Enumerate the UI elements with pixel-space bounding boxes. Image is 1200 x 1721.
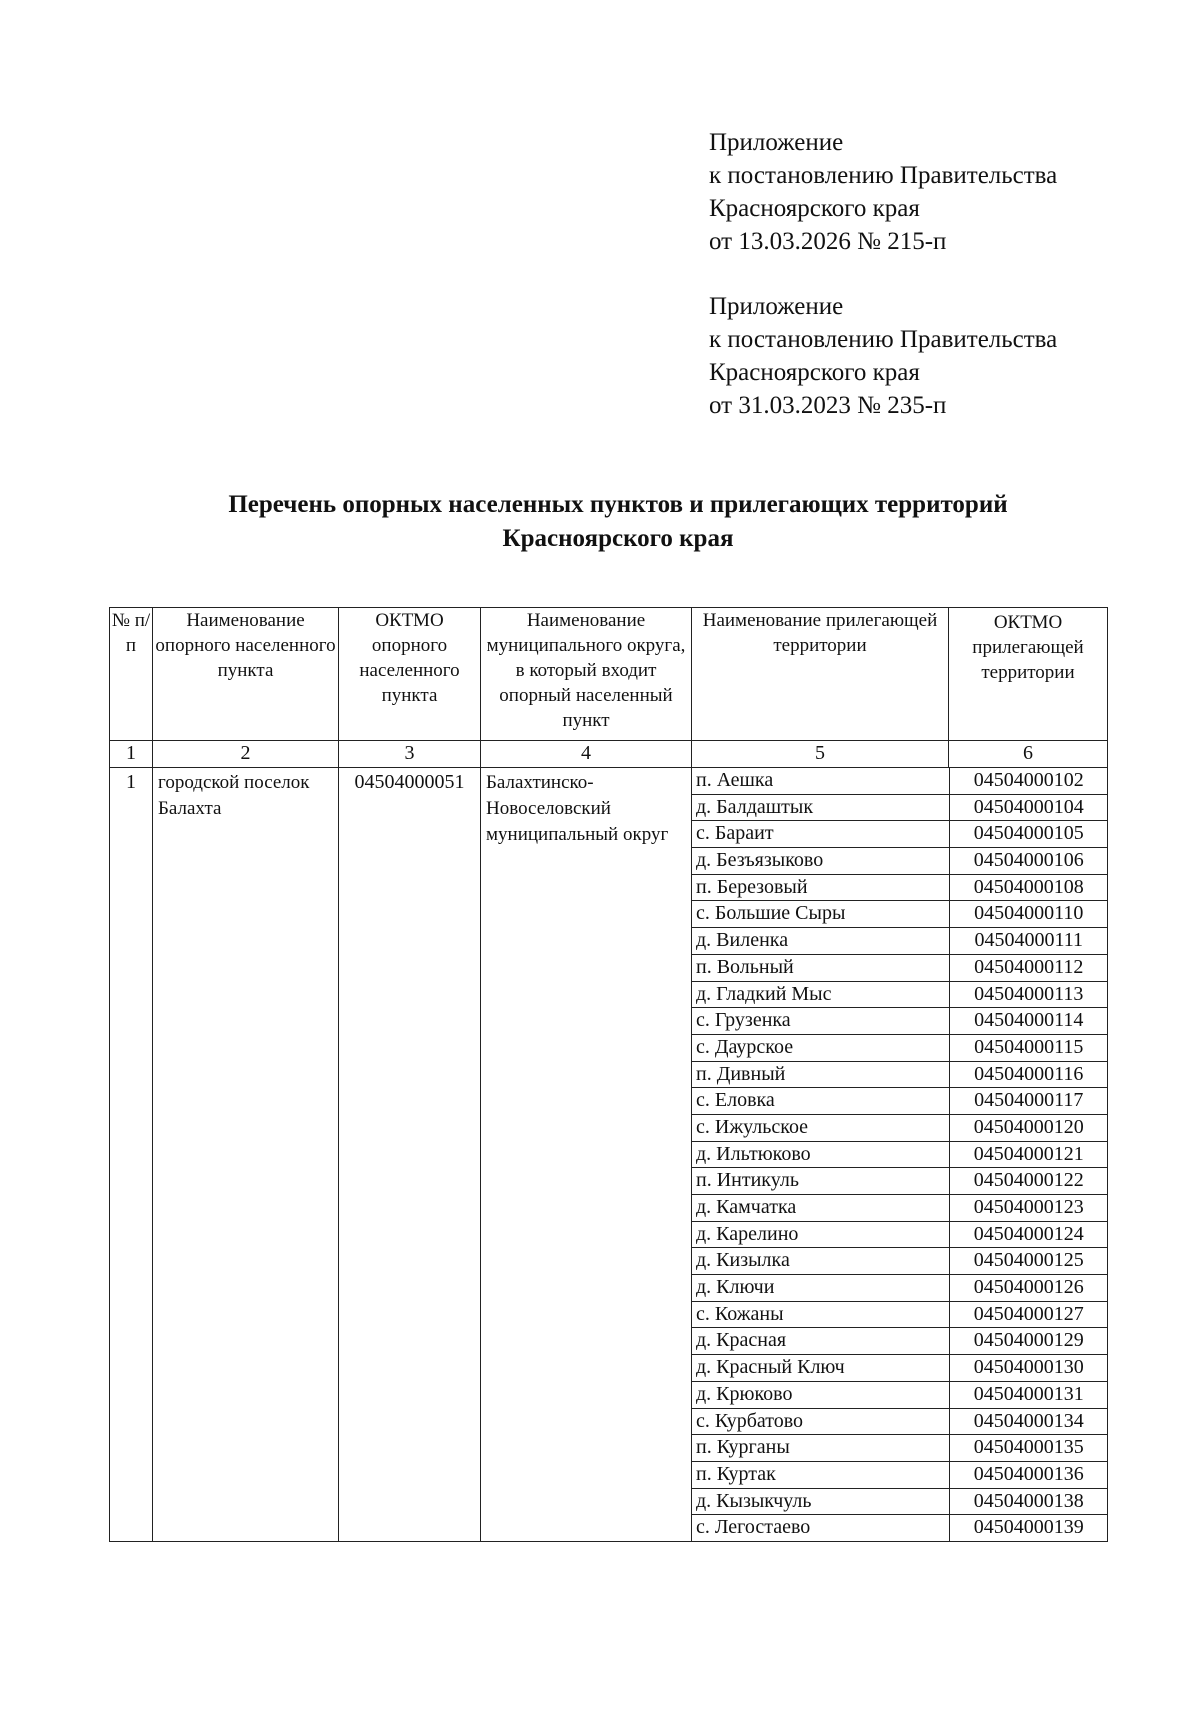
- territory-name: д. Виленка: [692, 928, 949, 955]
- territory-oktmo: 04504000135: [949, 1435, 1108, 1462]
- territory-row: [692, 1301, 1108, 1328]
- territory-row: [692, 1034, 1108, 1061]
- header-territory-oktmo: ОКТМО прилегающей территории: [949, 608, 1108, 741]
- territory-name: д. Камчатка: [692, 1195, 949, 1222]
- header-oktmo: ОКТМО опорного населенного пункта: [339, 608, 481, 741]
- territory-oktmo: 04504000114: [949, 1008, 1108, 1035]
- territory-name: д. Ключи: [692, 1275, 949, 1302]
- territory-oktmo: 04504000120: [949, 1114, 1108, 1141]
- territory-name: п. Аешка: [692, 768, 949, 794]
- document-title: [0, 488, 1200, 556]
- column-number: 6: [949, 741, 1108, 768]
- territory-name: д. Красный Ключ: [692, 1355, 949, 1382]
- district-name: Балахтинско-Новоселовский муниципальный округ: [481, 768, 692, 1542]
- territory-name: с. Грузенка: [692, 1008, 949, 1035]
- territory-row: [692, 1328, 1108, 1355]
- territory-oktmo: 04504000102: [949, 768, 1108, 794]
- territory-oktmo: 04504000138: [949, 1488, 1108, 1515]
- territory-oktmo: 04504000112: [949, 954, 1108, 981]
- territory-row: [692, 1141, 1108, 1168]
- territory-name: с. Большие Сыры: [692, 901, 949, 928]
- territory-name: с. Курбатово: [692, 1408, 949, 1435]
- territory-oktmo: 04504000126: [949, 1275, 1108, 1302]
- territory-name: с. Бараит: [692, 821, 949, 848]
- header-settlement: Наименование опорного населенного пункта: [153, 608, 339, 741]
- territory-oktmo: 04504000108: [949, 874, 1108, 901]
- territory-oktmo: 04504000110: [949, 901, 1108, 928]
- settlement-oktmo: 04504000051: [339, 768, 481, 1542]
- territory-row: [692, 1008, 1108, 1035]
- column-number: 2: [153, 741, 339, 768]
- territory-name: д. Крюково: [692, 1381, 949, 1408]
- territory-row: [692, 1275, 1108, 1302]
- territory-name: с. Ижульское: [692, 1114, 949, 1141]
- territory-row: [692, 1381, 1108, 1408]
- territory-name: с. Даурское: [692, 1034, 949, 1061]
- territory-name: д. Гладкий Мыс: [692, 981, 949, 1008]
- table-header-row: [110, 608, 1108, 741]
- territory-name: п. Березовый: [692, 874, 949, 901]
- territory-row: [692, 1248, 1108, 1275]
- territory-row: [692, 1168, 1108, 1195]
- appendix-line: Красноярского края: [709, 359, 920, 386]
- appendix-line: к постановлению Правительства: [709, 326, 1058, 353]
- territory-row: [692, 901, 1108, 928]
- territory-row: [692, 1515, 1108, 1541]
- appendix-line: Красноярского края: [709, 195, 920, 222]
- territory-name: с. Еловка: [692, 1088, 949, 1115]
- territory-row: [692, 1488, 1108, 1515]
- header-district: Наименование муниципального округа, в который входит опорный населенный пункт: [481, 608, 692, 741]
- territory-row: [692, 1221, 1108, 1248]
- header-territory: Наименование прилегающей территории: [692, 608, 949, 741]
- header-number: № п/п: [110, 608, 153, 741]
- column-number: 5: [692, 741, 949, 768]
- territory-row: [692, 794, 1108, 821]
- territory-oktmo: 04504000127: [949, 1301, 1108, 1328]
- territory-name: д. Безъязыково: [692, 848, 949, 875]
- territory-name: д. Ильтюково: [692, 1141, 949, 1168]
- territory-oktmo: 04504000121: [949, 1141, 1108, 1168]
- territory-name: д. Балдаштык: [692, 794, 949, 821]
- title-line: Красноярского края: [502, 525, 734, 552]
- territory-oktmo: 04504000122: [949, 1168, 1108, 1195]
- territory-oktmo: 04504000105: [949, 821, 1108, 848]
- column-number: 1: [110, 741, 153, 768]
- territory-name: п. Вольный: [692, 954, 949, 981]
- territory-name: п. Дивный: [692, 1061, 949, 1088]
- territory-row: [692, 1088, 1108, 1115]
- territory-row: [692, 848, 1108, 875]
- territory-row: [692, 874, 1108, 901]
- appendix-current: [709, 126, 1057, 258]
- territory-oktmo: 04504000123: [949, 1195, 1108, 1222]
- territory-row: [692, 821, 1108, 848]
- territory-oktmo: 04504000139: [973, 1516, 1084, 1539]
- territory-oktmo: 04504000131: [949, 1381, 1108, 1408]
- title-line: Перечень опорных населенных пунктов и прилегающих территорий: [228, 491, 1008, 518]
- territory-name: д. Красная: [692, 1328, 949, 1355]
- territory-row: [692, 1195, 1108, 1222]
- appendix-original: [709, 290, 1057, 422]
- territory-oktmo: 04504000113: [949, 981, 1108, 1008]
- territory-oktmo: 04504000115: [949, 1034, 1108, 1061]
- territory-name: д. Карелино: [692, 1221, 949, 1248]
- settlements-table: [109, 607, 1108, 1542]
- territory-name: с. Легостаево: [692, 1515, 949, 1541]
- appendix-line: к постановлению Правительства: [709, 162, 1058, 189]
- territory-row: [692, 1408, 1108, 1435]
- territory-oktmo: 04504000125: [949, 1248, 1108, 1275]
- column-number: 4: [481, 741, 692, 768]
- territory-oktmo: 04504000136: [949, 1461, 1108, 1488]
- column-number: 3: [339, 741, 481, 768]
- appendix-line: Приложение: [709, 293, 844, 320]
- territory-row: [692, 1355, 1108, 1382]
- territory-oktmo: 04504000116: [949, 1061, 1108, 1088]
- appendix-line: Приложение: [709, 129, 844, 156]
- territory-row: [692, 768, 1108, 794]
- column-number-row: [110, 741, 1108, 768]
- territory-name: п. Куртак: [692, 1461, 949, 1488]
- territory-row: [692, 1435, 1108, 1462]
- territory-row: [692, 1461, 1108, 1488]
- territory-oktmo: 04504000117: [949, 1088, 1108, 1115]
- appendix-line: от 31.03.2023 № 235-п: [709, 392, 947, 419]
- territory-name: с. Кожаны: [692, 1301, 949, 1328]
- territory-name: п. Интикуль: [692, 1168, 949, 1195]
- settlement-name: городской поселок Балахта: [153, 768, 339, 1542]
- territory-row: [692, 928, 1108, 955]
- territory-oktmo: 04504000111: [949, 928, 1108, 955]
- territory-row: [692, 981, 1108, 1008]
- territory-oktmo: 04504000129: [949, 1328, 1108, 1355]
- territory-name: п. Курганы: [692, 1435, 949, 1462]
- territory-row: [692, 954, 1108, 981]
- territory-name: д. Кызыкчуль: [692, 1488, 949, 1515]
- row-number: 1: [110, 768, 153, 1542]
- territory-oktmo: 04504000106: [949, 848, 1108, 875]
- territory-oktmo: 04504000124: [949, 1221, 1108, 1248]
- territory-oktmo: 04504000104: [949, 794, 1108, 821]
- table-row: [110, 768, 1108, 1542]
- appendix-line: от 13.03.2026 № 215-п: [709, 228, 947, 255]
- territory-row: [692, 1114, 1108, 1141]
- territories-cell: [692, 768, 1108, 1542]
- territory-oktmo: 04504000134: [949, 1408, 1108, 1435]
- territory-row: [692, 1061, 1108, 1088]
- territory-name: д. Кизылка: [692, 1248, 949, 1275]
- territories-table: [692, 768, 1108, 1541]
- territory-oktmo: 04504000130: [949, 1355, 1108, 1382]
